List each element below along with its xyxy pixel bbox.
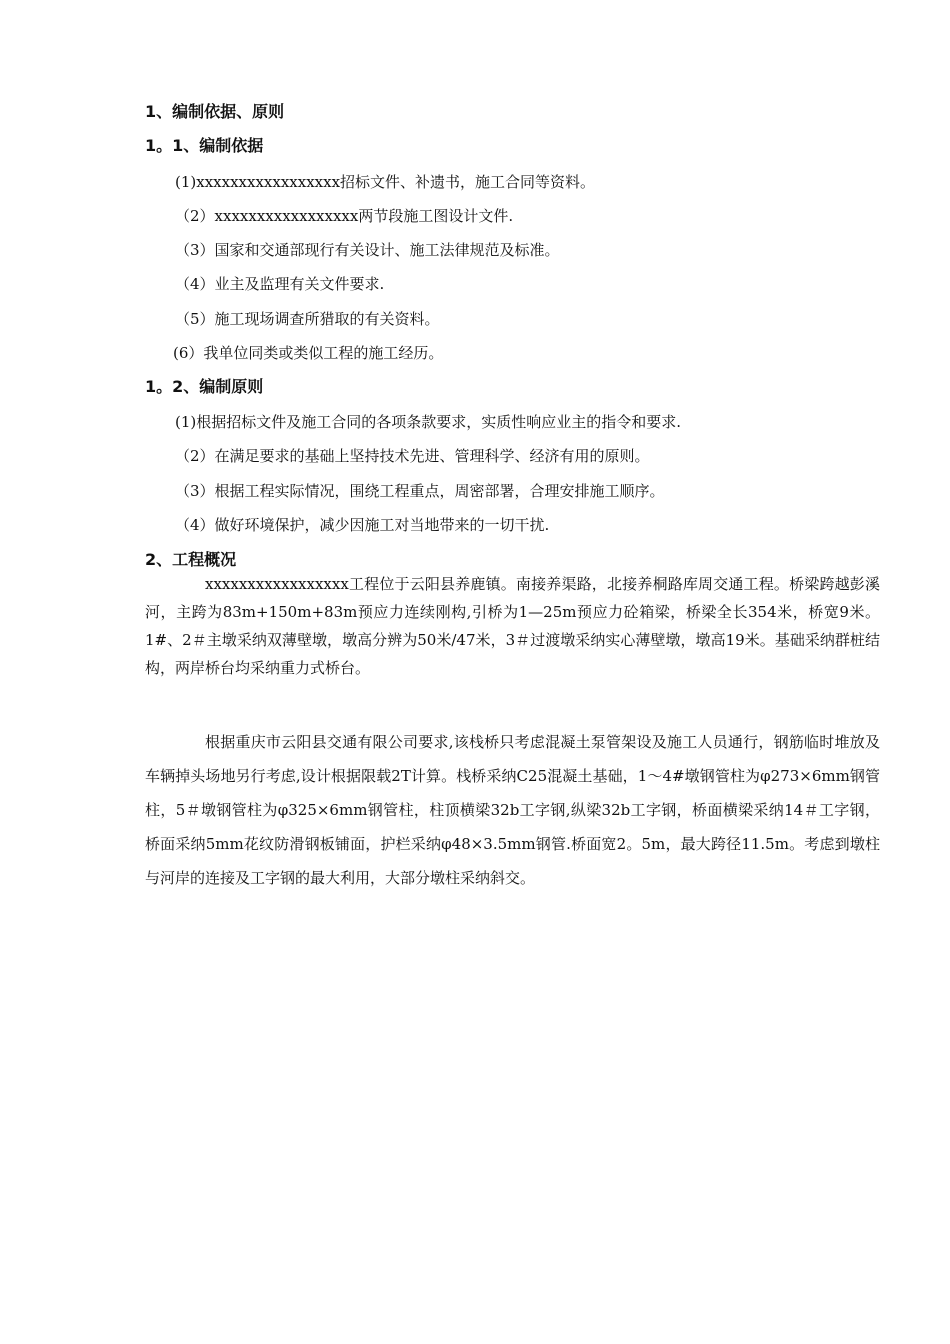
trestle-bridge-paragraph: 根据重庆市云阳县交通有限公司要求,该栈桥只考虑混凝土泵管架设及施工人员通行，钢筋临时堆放及车辆掉头场地另行考虑,设计根据限载2T计算。栈桥采纳C25混凝土基础，1～4#墩钢管柱为φ273×6mm钢管柱，5＃墩钢管柱为φ325×6mm钢管柱，柱顶横梁32b工字钢,纵梁32b工字钢，桥面横梁采纳14＃工字钢，桥面采纳5mm花纹防滑钢板铺面，护栏采纳φ48×3.5mm钢管.桥面宽2。5m，最大跨径11.5m。考虑到墩柱与河岸的连接及工字钢的最大利用，大部分墩柱采纳斜交。 xyxy=(145,733,880,887)
list-item: (6）我单位同类或类似工程的施工经历。 xyxy=(173,344,444,362)
list-item: （5）施工现场调查所猎取的有关资料。 xyxy=(175,310,440,328)
list-item: （3）根据工程实际情况，围绕工程重点，周密部署，合理安排施工顺序。 xyxy=(175,482,665,500)
list-item: （4）业主及监理有关文件要求. xyxy=(175,275,385,293)
section-1-heading: 1、编制依据、原则 xyxy=(145,102,285,121)
project-overview-paragraph: xxxxxxxxxxxxxxxxx工程位于云阳县养鹿镇。南接养渠路，北接养桐路库周交通工程。桥梁跨越彭溪河，主跨为83m+150m+83m预应力连续刚构,引桥为1—25m预应力砼箱梁，桥梁全长354米，桥宽9米。1#、2＃主墩采纳双薄壁墩，墩高分辨为50米/47米，3＃过渡墩采纳实心薄壁墩，墩高19米。基础采纳群桩结构，两岸桥台均采纳重力式桥台。 xyxy=(145,575,880,677)
section-2-heading: 2、工程概况 xyxy=(145,550,237,569)
list-item: （2）在满足要求的基础上坚持技术先进、管理科学、经济有用的原则。 xyxy=(175,447,650,465)
section-1-1-heading: 1。1、编制依据 xyxy=(145,136,264,155)
section-1-2-heading: 1。2、编制原则 xyxy=(145,377,264,396)
list-item: (1)根据招标文件及施工合同的各项条款要求，实质性响应业主的指令和要求. xyxy=(175,413,682,431)
list-item: (1)xxxxxxxxxxxxxxxxx招标文件、补遗书，施工合同等资料。 xyxy=(175,173,596,191)
list-item: （3）国家和交通部现行有关设计、施工法律规范及标准。 xyxy=(175,241,560,259)
list-item: （2）xxxxxxxxxxxxxxxxx两节段施工图设计文件. xyxy=(175,207,514,225)
list-item: （4）做好环境保护，减少因施工对当地带来的一切干扰. xyxy=(175,516,550,534)
